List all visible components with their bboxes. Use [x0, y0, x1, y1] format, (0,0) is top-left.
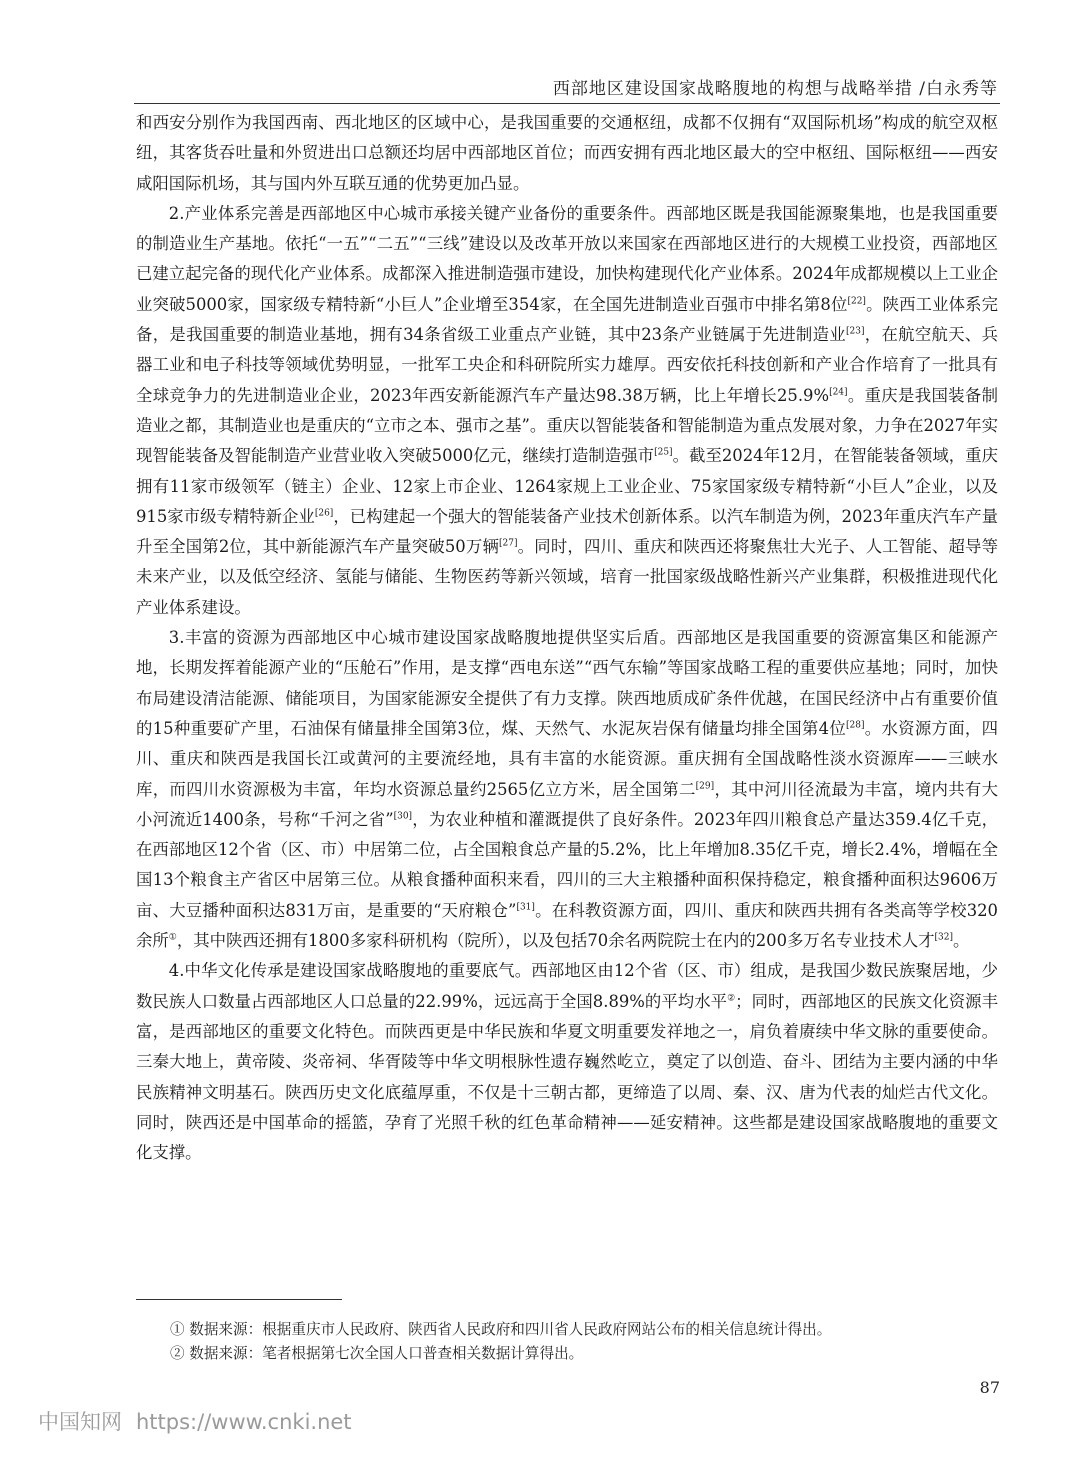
paragraph-2: [136, 199, 998, 623]
paragraph-text: ，在航空航天、兵器工业和电子科技等领域优势明显，一批军工央企和科研院所实力雄厚。西安依托科技创新和产业合作培育了一批具有全球竞争力的先进制造业企业，2023年西安新能源汽车产量达98.38万辆，比上年增长25.9%: [136, 325, 999, 405]
footnote-1: ① 数据来源：根据重庆市人民政府、陕西省人民政府和四川省人民政府网站公布的相关信息统计得出。: [170, 1321, 832, 1338]
article-body: [136, 108, 998, 1168]
paragraph-text: 。截至2024年12月，在智能装备领域，重庆拥有11家市级领军（链主）企业、12家上市企业、1264家规上工业企业、75家国家级专精特新“小巨人”企业，以及915家市级专精特新企业: [136, 446, 998, 526]
watermark-brand: 中国知网: [38, 1410, 122, 1434]
citation-ref: [24]: [829, 387, 848, 398]
footnote-ref: ②: [727, 993, 736, 1004]
footnote-divider: [136, 1299, 342, 1300]
paragraph-text: 4.中华文化传承是建设国家战略腹地的重要底气。西部地区由12个省（区、市）组成，是我国少数民族聚居地，少数民族人口数量占西部地区人口总量的22.99%，远远高于全国8.89%的平均水平: [136, 961, 998, 1011]
footnote-ref: ①: [168, 932, 177, 943]
footnotes: [170, 1318, 1000, 1366]
running-header: 西部地区建设国家战略腹地的构想与战略举措 /白永秀等: [552, 79, 998, 99]
cnki-watermark: [38, 1406, 352, 1436]
paragraph-text: 3.丰富的资源为西部地区中心城市建设国家战略腹地提供坚实后盾。西部地区是我国重要的资源富集区和能源产地，长期发挥着能源产业的“压舱石”作用，是支撑“西电东送”“西气东输”等国家战略工程的重要供应基地；同时，加快布局建设清洁能源、储能项目，为国家能源安全提供了有力支撑。陕西地质成矿条件优越，在国民经济中占有重要价值的15种重要矿产里，石油保有储量排全国第3位，煤、天然气、水泥灰岩保有储量均排全国第4位: [136, 628, 998, 738]
paragraph-text: 。陕西工业体系完备，是我国重要的制造业基地，拥有34条省级工业重点产业链，其中23条产业链属于先进制造业: [136, 294, 998, 345]
paragraph-text: 。: [953, 931, 970, 951]
paragraph-text: 。重庆是我国装备制造业之都，其制造业也是重庆的“立市之本、强市之基”。重庆以智能装备和智能制造为重点发展对象，力争在2027年实现智能装备及智能制造产业营业收入突破5000亿元，继续打造制造强市: [136, 385, 999, 466]
paragraph-text: ，为农业种植和灌溉提供了良好条件。2023年四川粮食总产量达359.4亿千克，在西部地区12个省（区、市）中居第二位，占全国粮食总产量的5.2%，比上年增加8.35亿千克，增长2.4%，增幅在全国13个粮食主产省区中居第三位。从粮食播种面积来看，四川的三大主粮播种面积保持稳定，粮食播种面积达9606万亩、大豆播种面积达831万亩，是重要的“天府粮仓”: [136, 809, 998, 920]
paragraph-text: 。水资源方面，四川、重庆和陕西是我国长江或黄河的主要流经地，具有丰富的水能资源。重庆拥有全国战略性淡水资源库——三峡水库，而四川水资源极为丰富，年均水资源总量约2565亿立方米，居全国第二: [136, 718, 999, 799]
paragraph-text: ，其中陕西还拥有1800多家科研机构（院所），以及包括70余名两院院士在内的200多万名专业技术人才: [176, 931, 935, 951]
page-number: 87: [979, 1378, 1000, 1397]
citation-ref: [31]: [516, 902, 535, 913]
paragraph-3: [136, 623, 998, 956]
footnote-2: ② 数据来源：笔者根据第七次全国人口普查相关数据计算得出。: [170, 1345, 584, 1362]
paragraph-text: ；同时，西部地区的民族文化资源丰富，是西部地区的重要文化特色。而陕西更是中华民族和华夏文明重要发祥地之一，肩负着赓续中华文脉的重要使命。三秦大地上，黄帝陵、炎帝祠、华胥陵等中华文明根脉性遗存巍然屹立，奠定了以创造、奋斗、团结为主要内涵的中华民族精神文明基石。陕西历史文化底蕴厚重，不仅是十三朝古都，更缔造了以周、秦、汉、唐为代表的灿烂古代文化。同时，陕西还是中国革命的摇篮，孕育了光照千秋的红色革命精神——延安精神。这些都是建设国家战略腹地的重要文化支撑。: [136, 991, 998, 1163]
watermark-url: https://www.cnki.net: [136, 1410, 352, 1434]
paragraph-text: 和西安分别作为我国西南、西北地区的区域中心，是我国重要的交通枢纽，成都不仅拥有“双国际机场”构成的航空双枢纽，其客货吞吐量和外贸进出口总额还均居中西部地区首位；而西安拥有西北地区最大的空中枢纽、国际枢纽——西安咸阳国际机场，其与国内外互联互通的优势更加凸显。: [136, 113, 998, 193]
citation-ref: [26]: [314, 508, 334, 519]
citation-ref: [29]: [695, 781, 715, 792]
paragraph-text: ，已构建起一个强大的智能装备产业技术创新体系。以汽车制造为例，2023年重庆汽车产量升至全国第2位，其中新能源汽车产量突破50万辆: [136, 506, 998, 557]
paragraph-text: 。在科教资源方面，四川、重庆和陕西共拥有各类高等学校320余所: [136, 900, 998, 951]
paragraph-1: [136, 108, 998, 199]
citation-ref: [28]: [846, 720, 865, 731]
paragraph-text: 。同时，四川、重庆和陕西还将聚焦壮大光子、人工智能、超导等未来产业，以及低空经济、氢能与储能、生物医药等新兴领域，培育一批国家级战略性新兴产业集群，积极推进现代化产业体系建设。: [136, 537, 998, 617]
citation-ref: [25]: [654, 447, 673, 458]
citation-ref: [23]: [845, 326, 865, 337]
paragraph-text: 2.产业体系完善是西部地区中心城市承接关键产业备份的重要条件。西部地区既是我国能源聚集地，也是我国重要的制造业生产基地。依托“一五”“二五”“三线”建设以及改革开放以来国家在西部地区进行的大规模工业投资，西部地区已建立起完备的现代化产业体系。成都深入推进制造强市建设，加快构建现代化产业体系。2024年成都规模以上工业企业突破5000家，国家级专精特新“小巨人”企业增至354家，在全国先进制造业百强市中排名第8位: [136, 203, 998, 314]
citation-ref: [32]: [934, 932, 954, 943]
citation-ref: [22]: [847, 296, 866, 307]
header-divider: [134, 103, 1000, 104]
paragraph-text: ，其中河川径流最为丰富，境内共有大小河流近1400条，号称“千河之省”: [136, 779, 999, 829]
paragraph-4: [136, 956, 998, 1168]
citation-ref: [30]: [393, 811, 413, 822]
citation-ref: [27]: [499, 538, 518, 549]
